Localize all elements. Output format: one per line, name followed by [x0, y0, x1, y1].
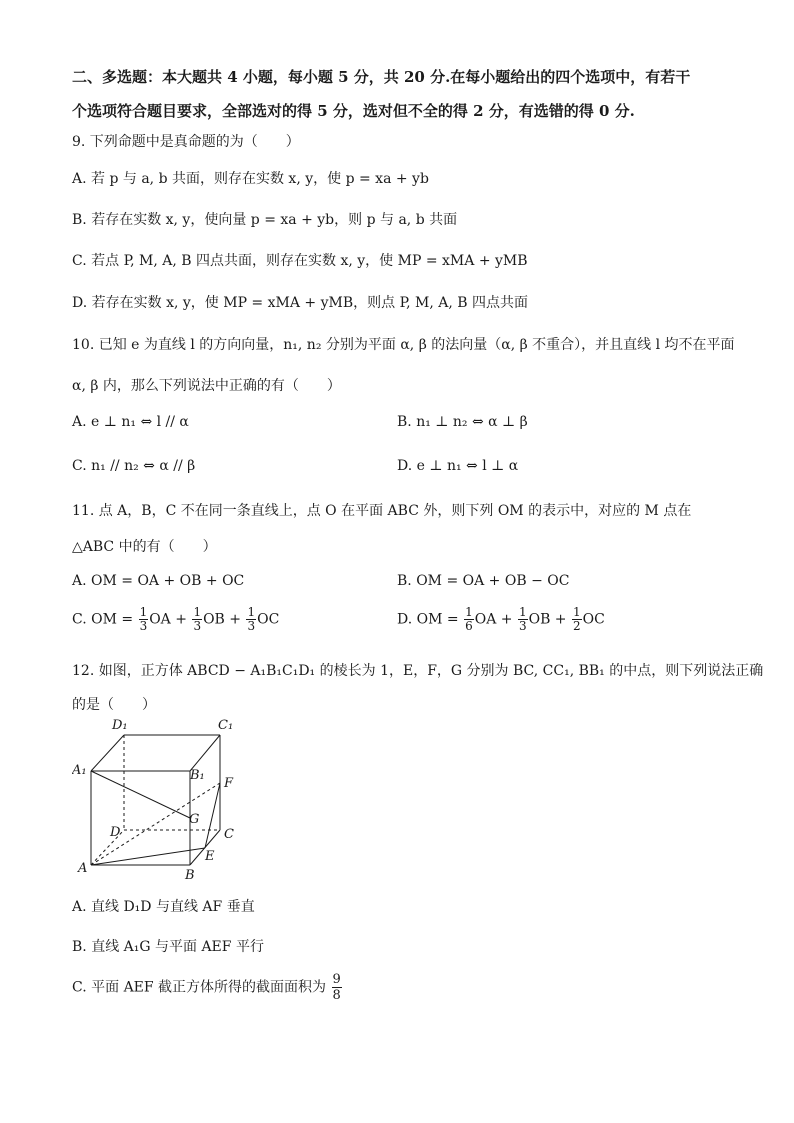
- section-heading-line1: 二、多选题：本大题共 4 小题，每小题 5 分，共 20 分.在每小题给出的四个选项中，有若干: [72, 68, 691, 86]
- q11-stem-line2: △ABC 中的有（ ）: [72, 539, 217, 555]
- numerator: 1: [573, 605, 581, 619]
- numerator: 1: [247, 605, 256, 619]
- q12-option-b: B. 直线 A₁G 与平面 AEF 平行: [72, 939, 264, 955]
- denominator: 6: [465, 619, 473, 633]
- numerator: 1: [139, 605, 148, 619]
- q11-option-c-prefix: C. OM =: [72, 611, 134, 628]
- fraction: [572, 606, 582, 633]
- fraction: [464, 606, 474, 633]
- numerator: 1: [518, 605, 527, 619]
- term: OA +: [474, 611, 513, 628]
- q12-stem-line2: 的是（ ）: [72, 697, 156, 713]
- label-d: D: [110, 825, 121, 840]
- q11-option-c: [72, 606, 279, 633]
- label-c: C: [224, 827, 234, 842]
- denominator: 8: [332, 988, 341, 1003]
- term: OC: [582, 611, 605, 628]
- q9-stem: 9. 下列命题中是真命题的为（ ）: [72, 134, 300, 150]
- q9-option-d: D. 若存在实数 x, y，使 MP = xMA + yMB，则点 P, M, A, B 四点共面: [72, 295, 529, 311]
- hidden-edges: [91, 735, 220, 865]
- cube-edges: [91, 735, 220, 865]
- label-d1: D₁: [112, 718, 128, 733]
- q11-option-d: [397, 606, 605, 633]
- q10-option-d: D. e ⊥ n₁ ⇔ l ⊥ α: [397, 458, 519, 474]
- numerator: 9: [332, 972, 341, 987]
- denominator: 3: [247, 619, 256, 633]
- q10-stem-line2: α, β 内，那么下列说法中正确的有（ ）: [72, 378, 341, 394]
- q9-option-b: B. 若存在实数 x, y，使向量 p = xa + yb，则 p 与 a, b 共面: [72, 212, 458, 228]
- fraction: [518, 606, 528, 633]
- q10-option-a: A. e ⊥ n₁ ⇔ l // α: [72, 414, 189, 430]
- label-g: G: [189, 812, 200, 827]
- q11-stem-line1: 11. 点 A，B，C 不在同一条直线上，点 O 在平面 ABC 外，则下列 OM 的表示中，对应的 M 点在: [72, 503, 692, 519]
- label-c1: C₁: [218, 718, 234, 733]
- q12-option-c: [72, 972, 343, 1003]
- q12-option-a: A. 直线 D₁D 与直线 AF 垂直: [72, 899, 255, 915]
- q11-option-a: A. OM = OA + OB + OC: [72, 573, 245, 589]
- term: OB +: [203, 611, 242, 628]
- q9-option-c: C. 若点 P, M, A, B 四点共面，则存在实数 x, y，使 MP = xMA + yMB: [72, 253, 528, 269]
- q9-option-a: A. 若 p 与 a, b 共面，则存在实数 x, y，使 p = xa + yb: [72, 171, 429, 187]
- denominator: 3: [518, 619, 527, 633]
- section-heading-line2: 个选项符合题目要求，全部选对的得 5 分，选对但不全的得 2 分，有选错的得 0 分.: [72, 102, 635, 120]
- label-b1: B₁: [190, 768, 205, 783]
- fraction: [139, 606, 149, 633]
- denominator: 3: [193, 619, 202, 633]
- q10-option-c: C. n₁ // n₂ ⇔ α // β: [72, 458, 196, 474]
- fraction: [192, 606, 202, 633]
- numerator: 1: [465, 605, 473, 619]
- fraction: [332, 972, 342, 1003]
- denominator: 2: [573, 619, 581, 633]
- q12-option-c-text: C. 平面 AEF 截正方体所得的截面面积为: [72, 979, 327, 996]
- q11-option-b: B. OM = OA + OB − OC: [397, 573, 570, 589]
- label-b: B: [185, 868, 195, 883]
- q10-option-b: B. n₁ ⊥ n₂ ⇔ α ⊥ β: [397, 414, 528, 430]
- label-e: E: [205, 849, 215, 864]
- q11-option-d-prefix: D. OM =: [397, 611, 459, 628]
- numerator: 1: [193, 605, 202, 619]
- denominator: 3: [139, 619, 148, 633]
- q10-stem-line1: 10. 已知 e 为直线 l 的方向向量，n₁, n₂ 分别为平面 α, β 的法向量（α, β 不重合），并且直线 l 均不在平面: [72, 337, 735, 353]
- label-a: A: [78, 861, 88, 876]
- term: OA +: [149, 611, 187, 628]
- label-f: F: [224, 776, 234, 791]
- term: OC: [257, 611, 280, 628]
- label-a1: A₁: [72, 763, 87, 778]
- fraction: [246, 606, 256, 633]
- cube-figure: [72, 715, 262, 885]
- q12-stem-line1: 12. 如图，正方体 ABCD − A₁B₁C₁D₁ 的棱长为 1，E，F，G 分别为 BC, CC₁, BB₁ 的中点，则下列说法正确: [72, 663, 764, 679]
- term: OB +: [528, 611, 567, 628]
